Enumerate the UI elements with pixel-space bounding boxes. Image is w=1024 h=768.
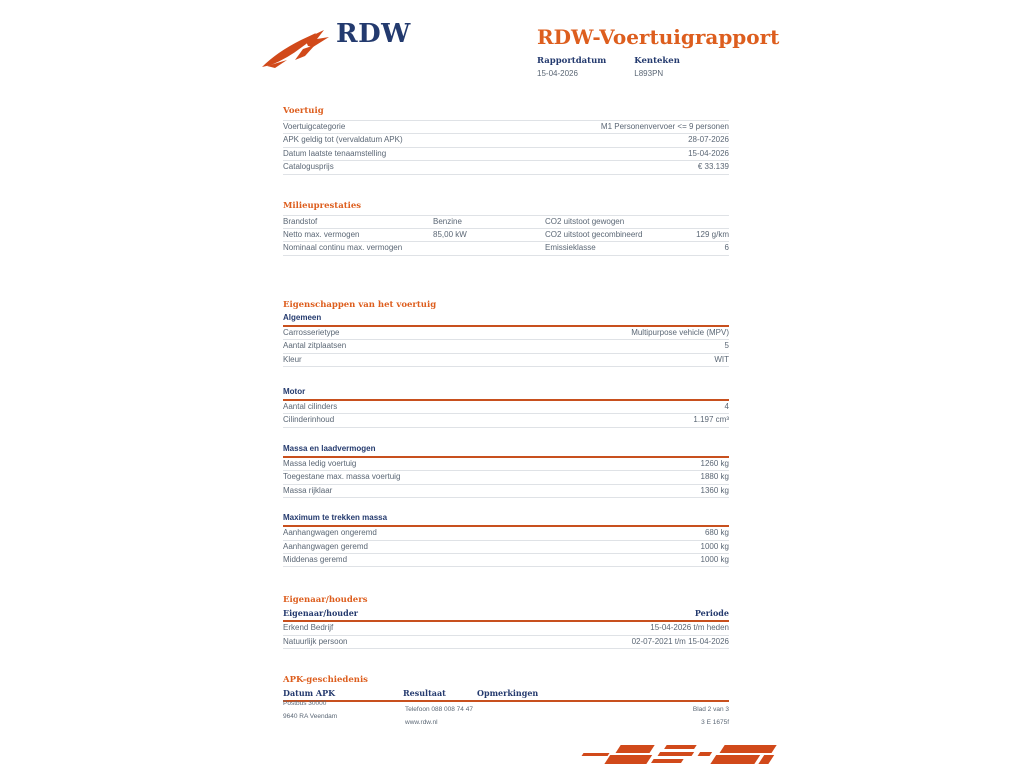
row-label: Cilinderinhoud xyxy=(283,415,335,425)
row-value: M1 Personenvervoer <= 9 personen xyxy=(600,122,729,131)
row-label: Aanhangwagen ongeremd xyxy=(283,528,377,538)
table-row xyxy=(283,540,729,553)
footer-city: 9640 RA Veendam xyxy=(283,713,338,720)
row-value: 5 xyxy=(724,341,729,351)
algemeen-table xyxy=(283,327,729,367)
row-label: Netto max. vermogen xyxy=(283,230,360,240)
table-row xyxy=(283,458,729,470)
footer-phone: Telefoon 088 008 74 47 xyxy=(405,706,473,713)
table-row xyxy=(283,228,729,241)
subsection-title-motor: Motor xyxy=(283,387,729,401)
report-meta xyxy=(537,56,708,79)
row-value: 15-04-2026 xyxy=(688,148,729,158)
table-row xyxy=(283,160,729,174)
row-label: Nominaal continu max. vermogen xyxy=(283,243,403,253)
row-label: Toegestane max. massa voertuig xyxy=(283,472,401,482)
row-value: Benzine xyxy=(433,216,462,226)
trekken-massa-table xyxy=(283,527,729,567)
subsection-title-trekken-massa: Maximum te trekken massa xyxy=(283,513,729,527)
row-label: Middenas geremd xyxy=(283,554,348,564)
row-value: 129 g/km xyxy=(696,230,729,240)
license-plate-block xyxy=(634,56,680,79)
table-row xyxy=(283,553,729,567)
table-row xyxy=(283,241,729,255)
table-row xyxy=(283,120,729,133)
section-title-milieuprestaties: Milieuprestaties xyxy=(283,200,362,211)
row-value: WIT xyxy=(714,354,729,364)
table-row xyxy=(283,635,729,649)
rdw-logo-wordmark: RDW xyxy=(336,19,411,49)
row-label: Natuurlijk persoon xyxy=(283,636,348,646)
table-row xyxy=(283,484,729,498)
section-title-eigenaar: Eigenaar/houders xyxy=(283,595,368,606)
row-label: CO2 uitstoot gecombineerd xyxy=(545,230,643,240)
row-label: Aantal cilinders xyxy=(283,402,338,412)
table-row xyxy=(283,470,729,483)
row-label: APK geldig tot (vervaldatum APK) xyxy=(283,135,403,145)
row-value: 1880 kg xyxy=(700,472,729,482)
table-row xyxy=(283,327,729,339)
row-label: Massa rijklaar xyxy=(283,485,333,495)
row-value: 1360 kg xyxy=(700,485,729,495)
subsection-title-algemeen: Algemeen xyxy=(283,313,729,327)
footer-form-code: 3 E 1675f xyxy=(701,719,729,726)
eigenaar-table xyxy=(283,622,729,649)
report-body xyxy=(283,106,729,702)
row-label: Emissieklasse xyxy=(545,243,596,253)
row-label: Brandstof xyxy=(283,216,318,226)
license-plate-label: Kenteken xyxy=(634,56,680,66)
row-value: 4 xyxy=(724,402,729,412)
row-value: 28-07-2026 xyxy=(688,135,729,145)
license-plate-value: L893PN xyxy=(634,69,664,78)
row-value: 1.197 cm³ xyxy=(693,415,729,425)
row-label: Carrosserietype xyxy=(283,327,340,337)
subsection-title-massa: Massa en laadvermogen xyxy=(283,444,729,458)
row-value: 1000 kg xyxy=(700,541,729,551)
footer-postbus: Postbus 30000 xyxy=(283,700,327,707)
footer-website: www.rdw.nl xyxy=(405,719,438,726)
table-row xyxy=(283,413,729,427)
footer-address xyxy=(283,700,405,726)
row-value: 680 kg xyxy=(704,528,729,538)
row-label: Catalogusprijs xyxy=(283,162,334,172)
row-label: Aantal zitplaatsen xyxy=(283,341,347,351)
table-row xyxy=(283,133,729,146)
table-row xyxy=(283,339,729,352)
section-title-apk: APK-geschiedenis xyxy=(283,675,368,686)
row-value: 15-04-2026 t/m heden xyxy=(650,623,729,633)
column-header-datum-apk: Datum APK xyxy=(283,688,336,699)
massa-table xyxy=(283,458,729,498)
row-label: Datum laatste tenaamstelling xyxy=(283,148,387,158)
footer-page-info xyxy=(693,706,729,726)
motor-table xyxy=(283,401,729,428)
row-label: Erkend Bedrijf xyxy=(283,623,334,633)
rdw-wing-icon xyxy=(261,28,331,72)
table-row xyxy=(283,353,729,367)
page-title: RDW-Voertuigrapport xyxy=(537,25,780,49)
row-label: Massa ledig voertuig xyxy=(283,458,357,468)
row-value: 1000 kg xyxy=(700,554,729,564)
row-value: 1260 kg xyxy=(700,458,729,468)
row-label: Aanhangwagen geremd xyxy=(283,541,368,551)
report-date-value: 15-04-2026 xyxy=(537,69,578,78)
orange-stripes-graphic xyxy=(548,743,786,767)
row-value: 02-07-2021 t/m 15-04-2026 xyxy=(631,636,729,646)
row-value: 6 xyxy=(724,243,729,253)
table-row xyxy=(283,401,729,413)
row-value: € 33.139 xyxy=(697,162,729,172)
eigenaar-table-header xyxy=(283,608,729,622)
footer-contact xyxy=(405,706,693,726)
row-label: CO2 uitstoot gewogen xyxy=(545,216,625,226)
row-value: Multipurpose vehicle (MPV) xyxy=(631,327,729,337)
row-label: Kleur xyxy=(283,354,302,364)
table-row xyxy=(283,527,729,539)
row-label: Voertuigcategorie xyxy=(283,122,346,131)
milieuprestaties-table xyxy=(283,215,729,256)
row-value: 85,00 kW xyxy=(433,230,467,240)
page-footer xyxy=(283,700,729,726)
table-row xyxy=(283,147,729,160)
section-title-eigenschappen: Eigenschappen van het voertuig xyxy=(283,299,437,310)
table-row xyxy=(283,215,729,228)
column-header-resultaat: Resultaat xyxy=(403,688,446,699)
footer-page-number: Blad 2 van 3 xyxy=(692,706,729,713)
column-header-opmerkingen: Opmerkingen xyxy=(477,688,539,699)
table-row xyxy=(283,622,729,634)
report-date-block xyxy=(537,56,606,79)
column-header-eigenaar: Eigenaar/houder xyxy=(283,608,359,619)
section-title-voertuig: Voertuig xyxy=(283,106,324,116)
voertuig-table xyxy=(283,120,729,175)
report-date-label: Rapportdatum xyxy=(537,56,607,66)
column-header-periode: Periode xyxy=(694,608,729,619)
